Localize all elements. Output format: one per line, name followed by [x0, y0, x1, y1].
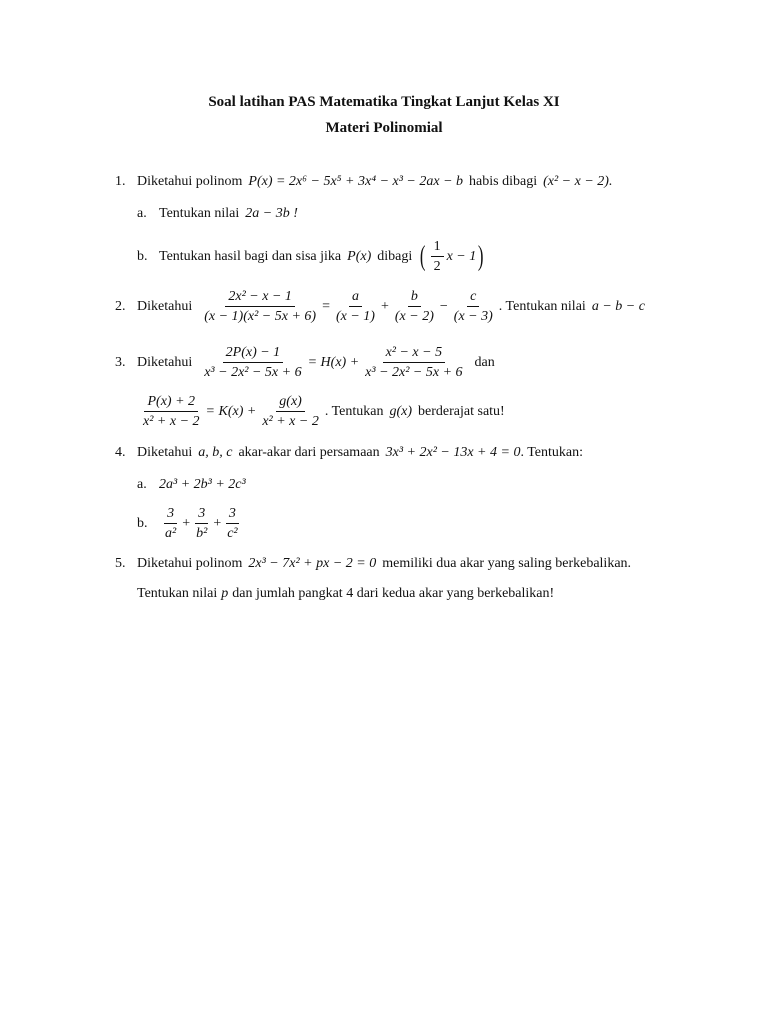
- math-expression: 2a − 3b !: [245, 206, 298, 221]
- document-title: Soal latihan PAS Matematika Tingkat Lanjut Kelas XI: [208, 94, 560, 110]
- question-text: Diketahui: [137, 354, 193, 370]
- fraction-denominator: x² + x − 2: [143, 414, 200, 429]
- question-text: Diketahui polinom: [137, 174, 243, 189]
- question-text: Tentukan nilai: [159, 206, 240, 221]
- math-expression: g(x): [389, 403, 413, 419]
- question-text: Tentukan nilai: [137, 586, 218, 601]
- left-paren: (: [420, 240, 426, 272]
- fraction-numerator: 2P(x) − 1: [223, 344, 284, 363]
- question-text: dan jumlah pangkat 4 dari kedua akar yang berkebalikan!: [232, 586, 555, 601]
- fraction-denominator: 2: [433, 259, 441, 274]
- question-2: [115, 288, 645, 325]
- question-4b: [137, 505, 244, 542]
- question-text: Diketahui polinom: [137, 556, 243, 571]
- fraction-numerator: 3: [226, 505, 239, 524]
- fraction-denominator: x² + x − 2: [262, 414, 319, 429]
- question-text: Diketahui: [137, 298, 193, 314]
- question-number: 2.: [115, 298, 126, 314]
- fraction: [333, 288, 378, 325]
- fraction-numerator: 1: [431, 238, 444, 257]
- fraction: [362, 344, 465, 381]
- fraction: [201, 288, 319, 325]
- subquestion-label: a.: [137, 477, 147, 492]
- fraction-denominator: (x − 2): [394, 309, 434, 324]
- fraction-numerator: 2x² − x − 1: [225, 288, 295, 307]
- fraction-denominator: a²: [165, 526, 177, 541]
- polynomial-expression: P(x) = 2x⁶ − 5x⁵ + 3x⁴ − x³ − 2ax − b: [248, 174, 464, 189]
- question-text: dibagi: [377, 248, 413, 264]
- fraction: [201, 344, 304, 381]
- question-4: [115, 445, 583, 461]
- math-expression: 2a³ + 2b³ + 2c³: [159, 477, 246, 492]
- equation-expression: 2x³ − 7x² + px − 2 = 0: [248, 556, 377, 571]
- question-3-continued: [137, 393, 505, 430]
- question-number: 1.: [115, 174, 126, 189]
- fraction: [140, 393, 203, 430]
- question-text: berderajat satu!: [418, 403, 505, 419]
- question-text: habis dibagi: [469, 174, 538, 189]
- subquestion-label: b.: [137, 248, 148, 264]
- question-text: memiliki dua akar yang saling berkebalikan.: [382, 556, 632, 571]
- question-1: [115, 174, 612, 190]
- fraction-numerator: c: [467, 288, 479, 307]
- minus-sign: −: [439, 298, 448, 314]
- math-expression: a − b − c: [591, 298, 645, 314]
- fraction-denominator: x³ − 2x² − 5x + 6: [365, 365, 463, 380]
- question-5: [115, 556, 631, 572]
- question-text: Tentukan hasil bagi dan sisa jika: [159, 248, 342, 264]
- question-number: 5.: [115, 556, 126, 571]
- question-text: Diketahui: [137, 445, 193, 460]
- question-3: [115, 344, 495, 381]
- fraction-numerator: 3: [164, 505, 177, 524]
- fraction-numerator: P(x) + 2: [144, 393, 198, 412]
- fraction-denominator: (x − 3): [453, 309, 493, 324]
- fraction-numerator: b: [408, 288, 421, 307]
- right-paren: ): [478, 240, 484, 272]
- plus-sign: +: [213, 515, 222, 531]
- equation-expression: 3x³ + 2x² − 13x + 4 = 0: [385, 445, 521, 460]
- fraction: [431, 238, 444, 275]
- fraction-denominator: (x − 1): [335, 309, 375, 324]
- math-expression: = H(x) +: [307, 354, 360, 370]
- math-expression: a, b, c: [198, 445, 233, 460]
- fraction-numerator: x² − x − 5: [383, 344, 446, 363]
- math-variable: p: [221, 586, 229, 601]
- fraction-denominator: c²: [227, 526, 238, 541]
- subquestion-label: a.: [137, 206, 147, 221]
- divisor-expression: (x² − x − 2).: [543, 174, 613, 189]
- question-text: akar-akar dari persamaan: [238, 445, 380, 460]
- fraction: [451, 288, 496, 325]
- question-4a: [137, 477, 246, 493]
- question-text: . Tentukan:: [520, 445, 583, 460]
- question-text: dan: [474, 354, 495, 370]
- fraction-numerator: a: [349, 288, 362, 307]
- fraction-numerator: g(x): [276, 393, 305, 412]
- fraction: [224, 505, 240, 542]
- question-number: 4.: [115, 445, 126, 460]
- question-1a: [137, 206, 298, 222]
- question-text: . Tentukan: [324, 403, 384, 419]
- math-expression: P(x): [347, 248, 372, 264]
- fraction: [162, 505, 179, 542]
- document-subtitle: Materi Polinomial: [325, 120, 443, 136]
- question-5-continued: [137, 586, 554, 602]
- question-text: . Tentukan nilai: [498, 298, 586, 314]
- question-1b: [137, 238, 486, 275]
- subquestion-label: b.: [137, 515, 148, 531]
- fraction: [392, 288, 437, 325]
- fraction-denominator: (x − 1)(x² − 5x + 6): [204, 309, 317, 324]
- question-number: 3.: [115, 354, 126, 370]
- equals-sign: =: [322, 298, 330, 314]
- fraction: [259, 393, 322, 430]
- math-expression: x − 1: [446, 248, 477, 264]
- plus-sign: +: [182, 515, 191, 531]
- fraction-denominator: x³ − 2x² − 5x + 6: [204, 365, 302, 380]
- math-expression: = K(x) +: [205, 403, 257, 419]
- fraction: [193, 505, 210, 542]
- fraction-numerator: 3: [195, 505, 208, 524]
- plus-sign: +: [380, 298, 389, 314]
- fraction-denominator: b²: [196, 526, 208, 541]
